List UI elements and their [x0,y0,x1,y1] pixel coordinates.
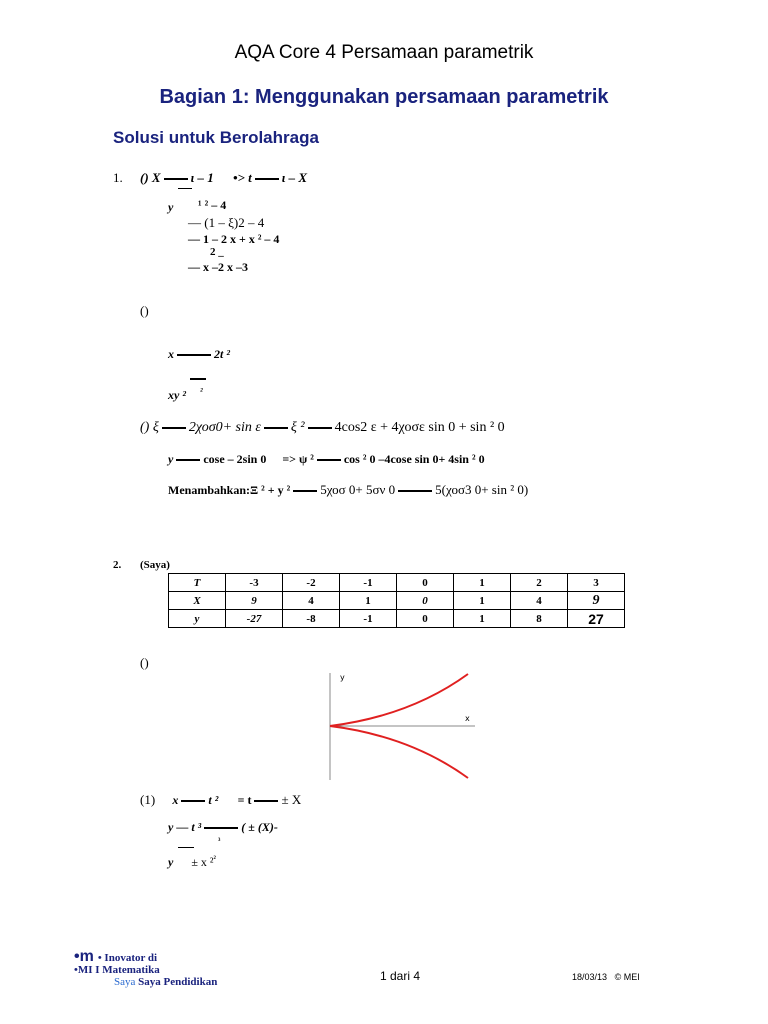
q1c-line1: () ξ 2χοσ0+ sin ε ξ ² 4cos2 ε + 4χοσε sin 0 + sin ² 0 [140,420,505,435]
q2-number: 2. [113,559,122,571]
table-cell: T [169,574,226,592]
footer-line3: Saya Saya Pendidikan [114,976,218,988]
y-axis-label: y [340,673,345,682]
table-cell: 8 [511,610,568,628]
q1c-line2: y cose – 2sin 0 => ψ ² cos ² 0 –4cose sin 0+ 4sin ² 0 [168,452,485,466]
equals-bar [398,490,432,492]
q1a-y: y [168,200,174,214]
footer-line1: • Inovator di [97,952,158,964]
section-subtitle: Bagian 1: Menggunakan persamaan parametrik [159,86,609,108]
table-cell: 1 [454,574,511,592]
table-cell: y [169,610,226,628]
x-axis-label: x [465,714,470,723]
mei-logo: •m [74,948,94,965]
curve-lower-branch [330,726,468,778]
solutions-heading: Solusi untuk Berolahraga [113,128,319,147]
table-cell: 4 [283,592,340,610]
q1a-step3: — 1 – 2 x + x ² – 4 [188,232,280,246]
table-cell: -1 [340,610,397,628]
page-title: AQA Core 4 Persamaan parametrik [234,42,534,63]
table-cell: -27 [226,610,283,628]
equals-bar [164,178,188,180]
fraction-bar [190,378,206,380]
table-cell: 27 [568,610,625,628]
table-cell: -3 [226,574,283,592]
table-cell: -8 [283,610,340,628]
equals-bar [308,427,332,429]
equals-bar [264,427,288,429]
values-table [168,573,625,628]
q2c-line2: y — t ³ ( ± (X)- [168,820,278,834]
q1-line1: () X ι – 1 •> t ι – X [140,170,308,185]
table-row-y [169,610,625,628]
q2b-label: () [140,655,149,670]
table-cell: 3 [568,574,625,592]
table-cell: 4 [511,592,568,610]
table-cell: 0 [397,610,454,628]
q1b-xy: xy ² $^{^2}$ [168,386,203,402]
table-row-t [169,574,625,592]
page-number: 1 dari 4 [380,969,421,983]
table-row-x [169,592,625,610]
table-cell: 0 [397,574,454,592]
table-cell: -2 [283,574,340,592]
table-cell: -1 [340,574,397,592]
footer-line2: •MI I Matematika [74,964,160,976]
q2c-line1: (1) x t ² = t ± X [140,792,302,807]
table-cell: 9 [226,592,283,610]
table-cell: X [169,592,226,610]
q1b-label: () [140,303,149,318]
q2-part: (Saya) [140,559,170,571]
table-cell: 1 [454,610,511,628]
table-cell: 1 [340,592,397,610]
footer-date-copyright: 18/03/13 © MEI [572,972,640,982]
equals-bar [317,459,341,461]
equals-bar [254,800,278,802]
q1a-small: 2 _ [210,246,224,258]
table-cell: 2 [511,574,568,592]
table-cell: 9 [568,592,625,610]
equals-bar [181,800,205,802]
fraction-bar [178,188,192,189]
equals-bar [176,459,200,461]
q1a-rhs: ¹ ² – 4 [198,198,227,212]
equals-bar [177,354,211,356]
q1b-x: x 2t ² [168,347,230,361]
equals-bar [255,178,279,180]
table-cell: 0 [397,592,454,610]
equals-bar [293,490,317,492]
parametric-graph [320,668,480,783]
q1a-step2: — (1 – ξ)2 – 4 [188,215,265,230]
equals-bar [162,427,186,429]
q2c-line3: y ± x ²$^{^2}$ [168,854,216,869]
q1a-step4: — x –2 x –3 [188,260,248,274]
curve-upper-branch [330,674,468,726]
fraction-bar [178,847,194,848]
equals-bar [204,827,238,829]
q1c-line3: Menambahkan:Ξ ² + y ² 5χοσ 0+ 5σν 0 5(χοσ3 0+ sin ² 0) [168,482,529,497]
table-cell: 1 [454,592,511,610]
q1-number: 1. [113,170,123,185]
q2c-sup: ³ [218,836,221,845]
